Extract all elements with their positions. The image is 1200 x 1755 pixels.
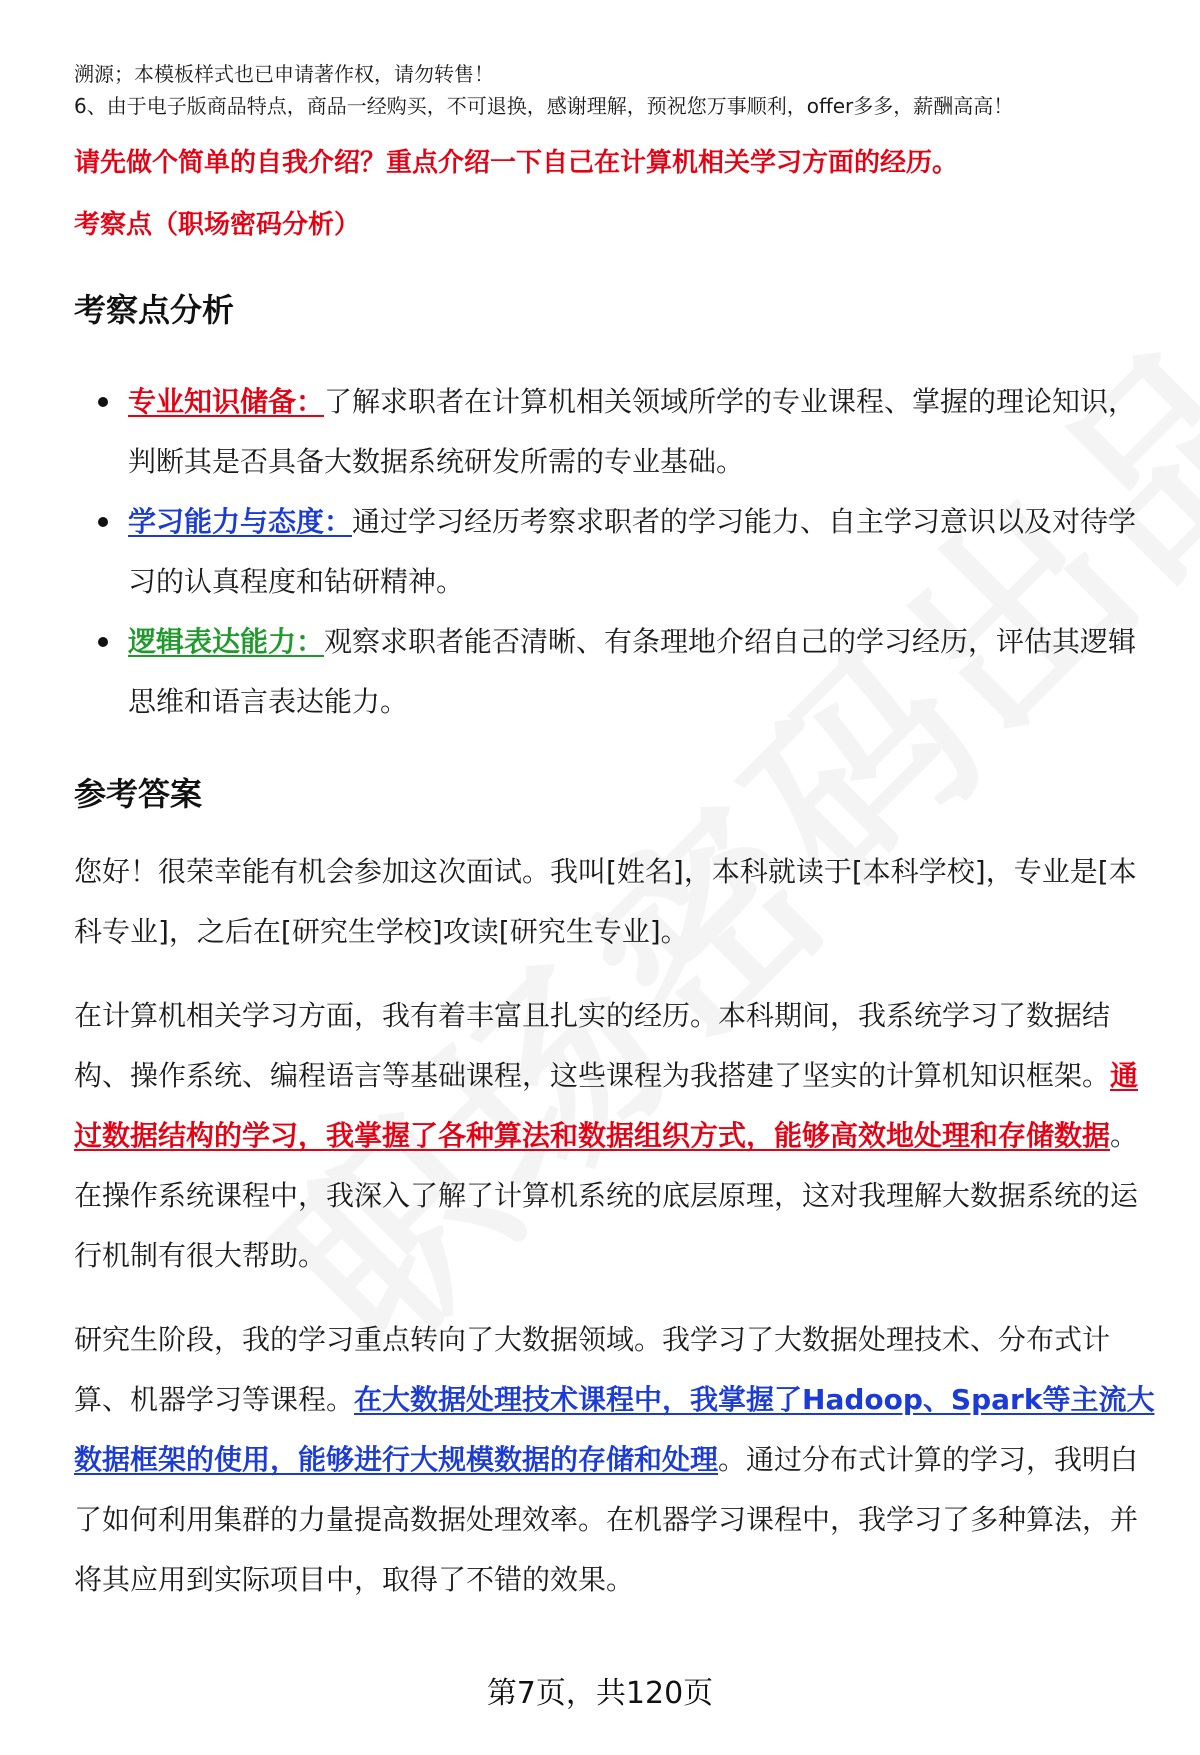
answer-heading: 参考答案 [74,775,203,813]
bullet-icon [98,517,108,527]
analysis-list [74,372,1156,732]
interview-question: 请先做个简单的自我介绍？重点介绍一下自己在计算机相关学习方面的经历。 [74,148,959,178]
notice-line-1: 溯源；本模板样式也已申请著作权，请勿转售！ [74,62,494,86]
analysis-item [74,612,1156,732]
paragraph-text: 。通过分布式计算的学习，我明白了如何利用集群的力量提高数据处理效率。在机器学习课程中，我学习了多种算法，并将其应用到实际项目中，取得了不错的效果。 [74,1443,1139,1596]
analysis-heading: 考察点分析 [74,291,235,329]
analysis-item [74,492,1156,612]
paragraph-text: 在计算机相关学习方面，我有着丰富且扎实的经历。本科期间，我系统学习了数据结构、操作系统、编程语言等基础课程，这些课程为我搭建了坚实的计算机知识框架。 [74,999,1111,1092]
analysis-text: 观察求职者能否清晰、有条理地介绍自己的学习经历，评估其逻辑思维和语言表达能力。 [128,625,1137,718]
notice-line-2: 6、由于电子版商品特点，商品一经购买，不可退换，感谢理解，预祝您万事顺利，offer多多，薪酬高高！ [74,94,1014,118]
page-number: 第7页，共120页 [486,1676,714,1711]
document-page [74,58,1156,1610]
bullet-icon [98,397,108,407]
highlight-blue: 在大数据处理技术课程中，我掌握了Hadoop、Spark等主流大数据框架的使用，能够进行大规模数据的存储和处理 [74,1383,1155,1476]
analysis-text: 通过学习经历考察求职者的学习能力、自主学习意识以及对待学习的认真程度和钻研精神。 [128,505,1137,598]
answer-paragraph-3 [74,1310,1156,1610]
answer-paragraph-1: 您好！很荣幸能有机会参加这次面试。我叫[姓名]，本科就读于[本科学校]，专业是[本科专业]，之后在[研究生学校]攻读[研究生专业]。 [74,855,1137,948]
analysis-keyword: 学习能力与态度： [128,505,353,538]
paragraph-text: 。在操作系统课程中，我深入了解了计算机系统的底层原理，这对我理解大数据系统的运行机制有很大帮助。 [74,1119,1139,1272]
answer-paragraph-2 [74,986,1156,1286]
assessment-point-title: 考察点（职场密码分析） [74,210,361,240]
bullet-icon [98,637,108,647]
analysis-keyword: 专业知识储备： [128,385,325,418]
analysis-text: 了解求职者在计算机相关领域所学的专业课程、掌握的理论知识，判断其是否具备大数据系统研发所需的专业基础。 [128,385,1137,478]
analysis-keyword: 逻辑表达能力： [128,625,325,658]
analysis-item [74,372,1156,492]
paragraph-text: 研究生阶段，我的学习重点转向了大数据领域。我学习了大数据处理技术、分布式计算、机器学习等课程。 [74,1323,1111,1416]
highlight-red: 通过数据结构的学习，我掌握了各种算法和数据组织方式，能够高效地处理和存储数据 [74,1059,1139,1152]
